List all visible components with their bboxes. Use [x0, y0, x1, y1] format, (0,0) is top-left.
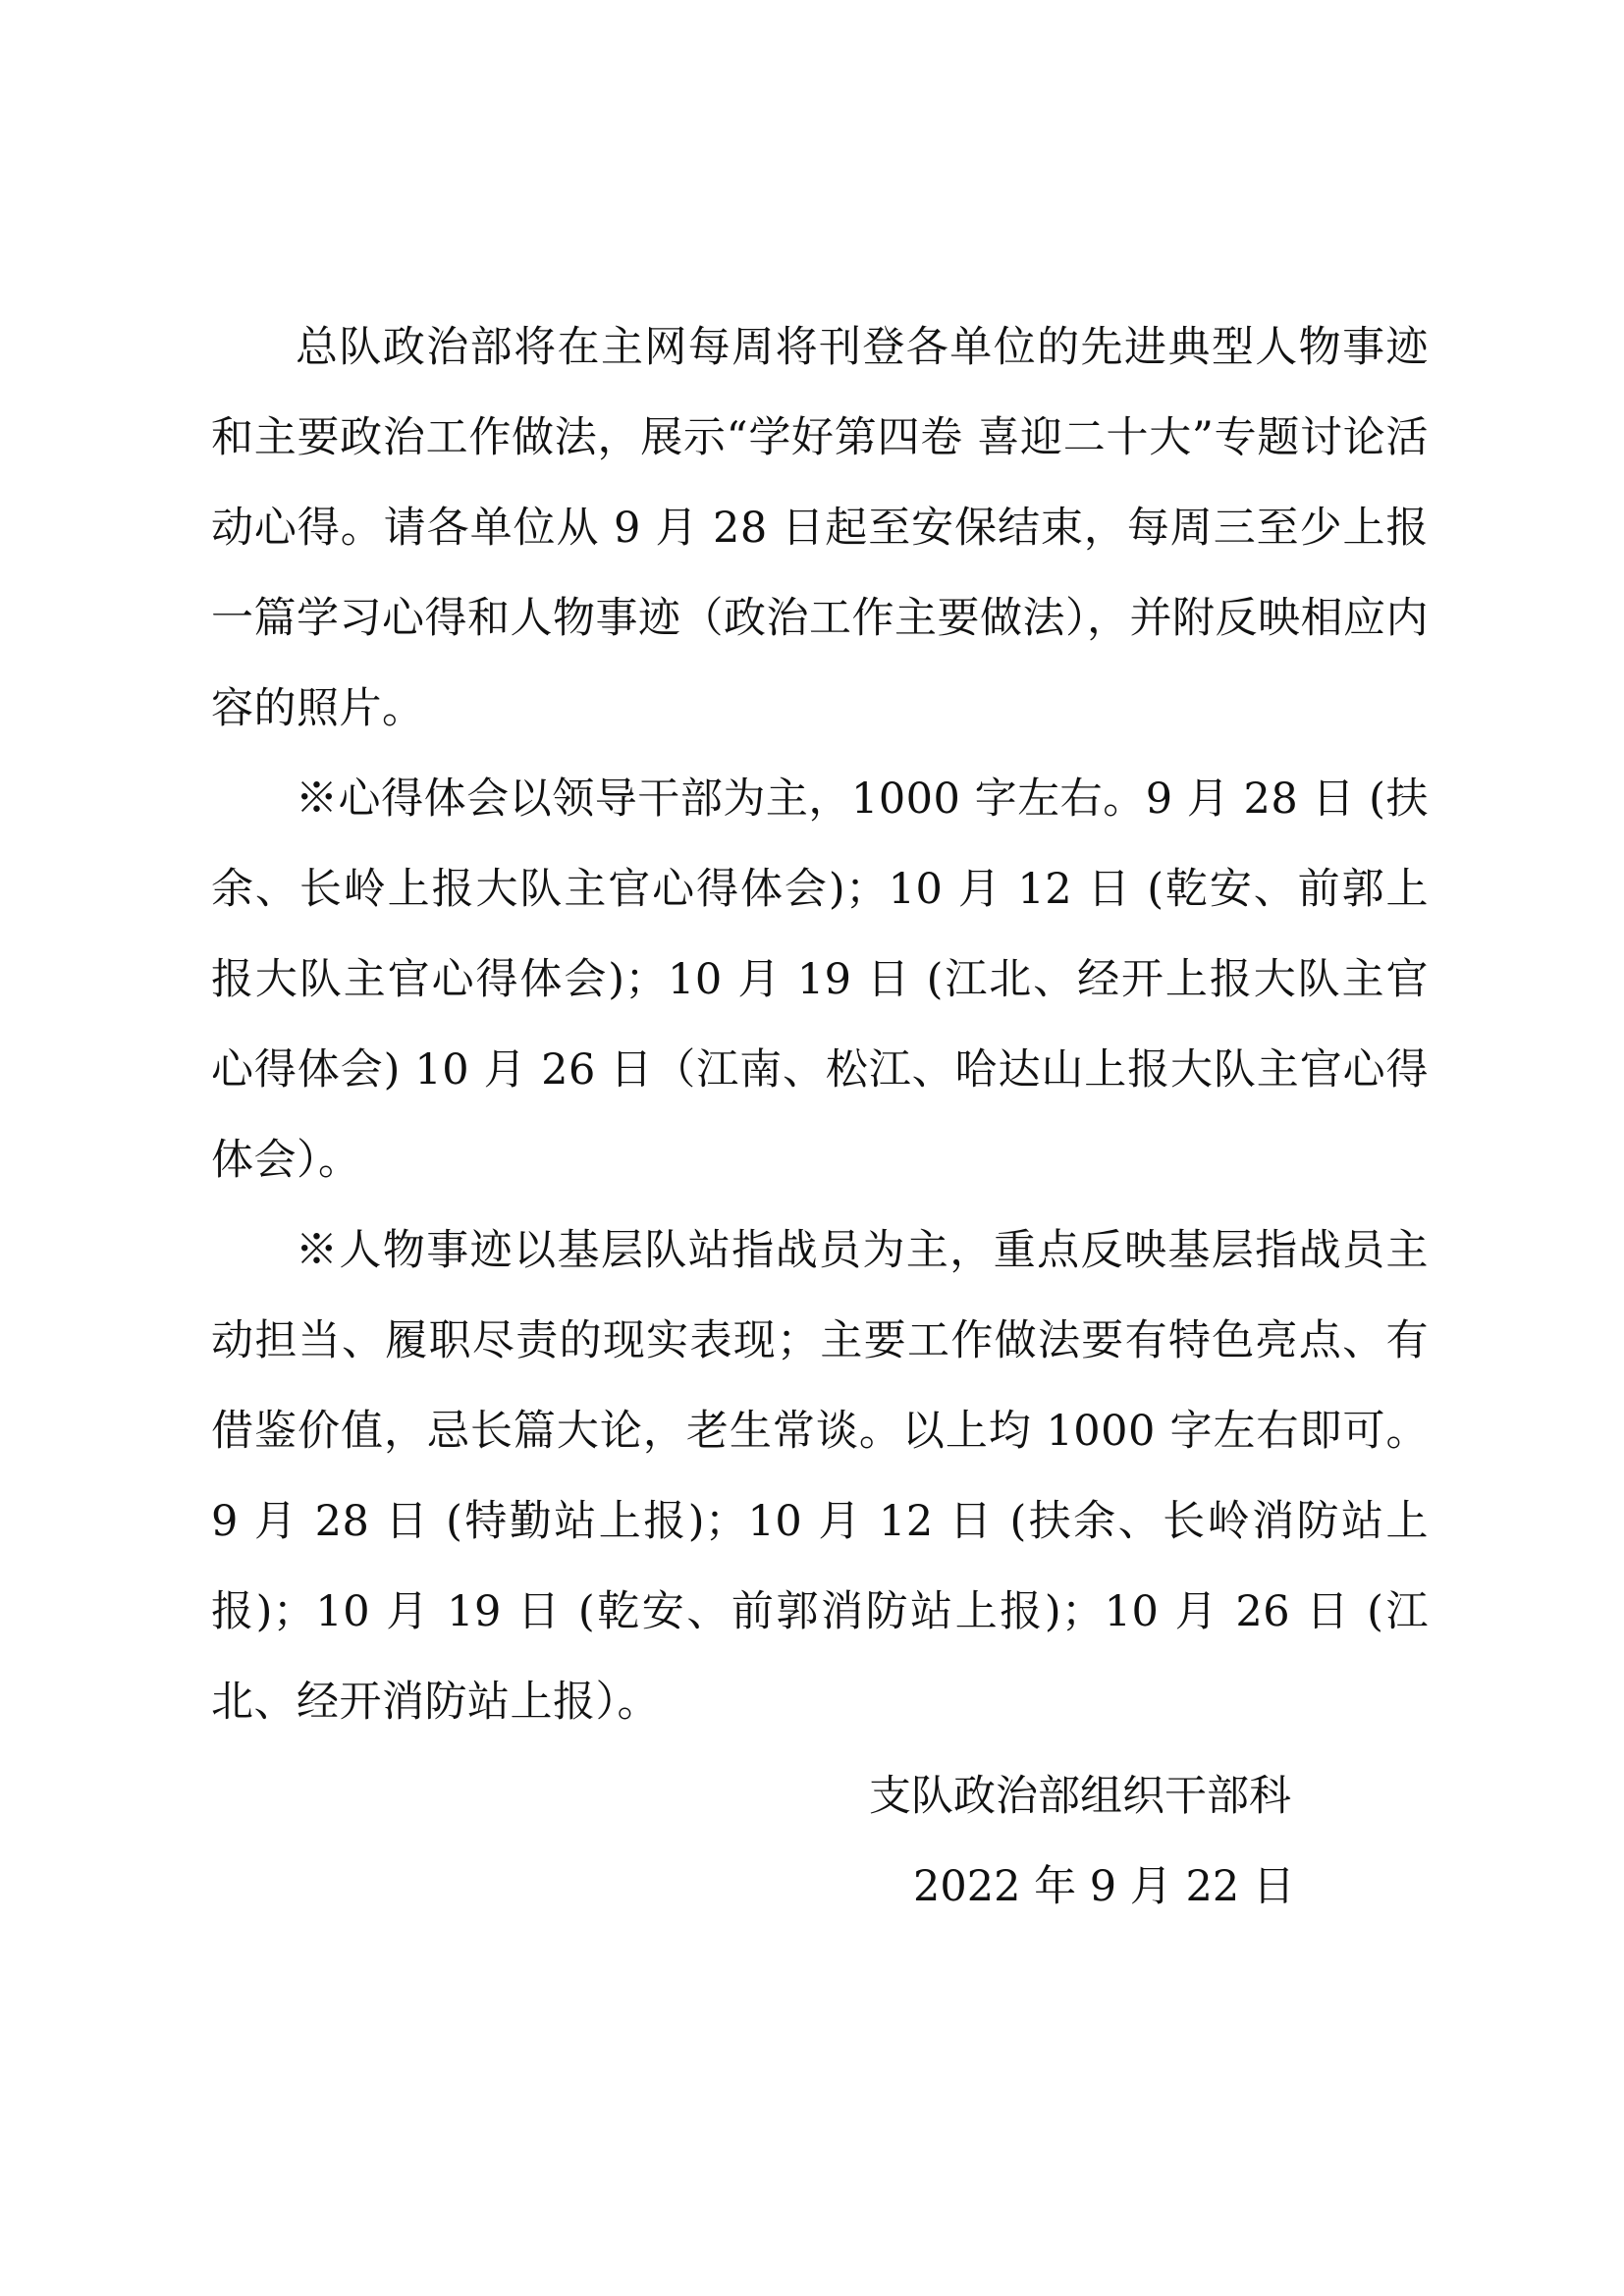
signature-organization: 支队政治部组织干部科 — [869, 1772, 1291, 1821]
document-body — [211, 302, 1429, 1747]
paragraph-personnel-stories: ※人物事迹以基层队站指战员为主，重点反映基层指战员主动担当、履职尽责的现实表现；主要工作做法要有特色亮点、有借鉴价值，忌长篇大论，老生常谈。以上均 1000 字左右即可。9 月 28 日 (特勤站上报)；10 月 12 日 (扶余、长岭消防站上报)；10 月 19 日 (乾安、前郭消防站上报)；10 月 26 日 (江北、经开消防站上报）。 — [211, 1226, 1429, 1727]
paragraph-experience-reports: ※心得体会以领导干部为主，1000 字左右。9 月 28 日 (扶余、长岭上报大队主官心得体会)；10 月 12 日 (乾安、前郭上报大队主官心得体会)；10 月 19 日 (江北、经开上报大队主官心得体会) 10 月 26 日（江南、松江、哈达山上报大队主官心得体会）。 — [211, 774, 1429, 1185]
paragraph-intro: 总队政治部将在主网每周将刊登各单位的先进典型人物事迹和主要政治工作做法，展示“学好第四卷 喜迎二十大”专题讨论活动心得。请各单位从 9 月 28 日起至安保结束，每周三至少上报一篇学习心得和人物事迹（政治工作主要做法），并附反映相应内容的照片。 — [211, 323, 1429, 733]
signature-date: 2022 年 9 月 22 日 — [913, 1862, 1295, 1911]
signature-block — [869, 1751, 1380, 1932]
